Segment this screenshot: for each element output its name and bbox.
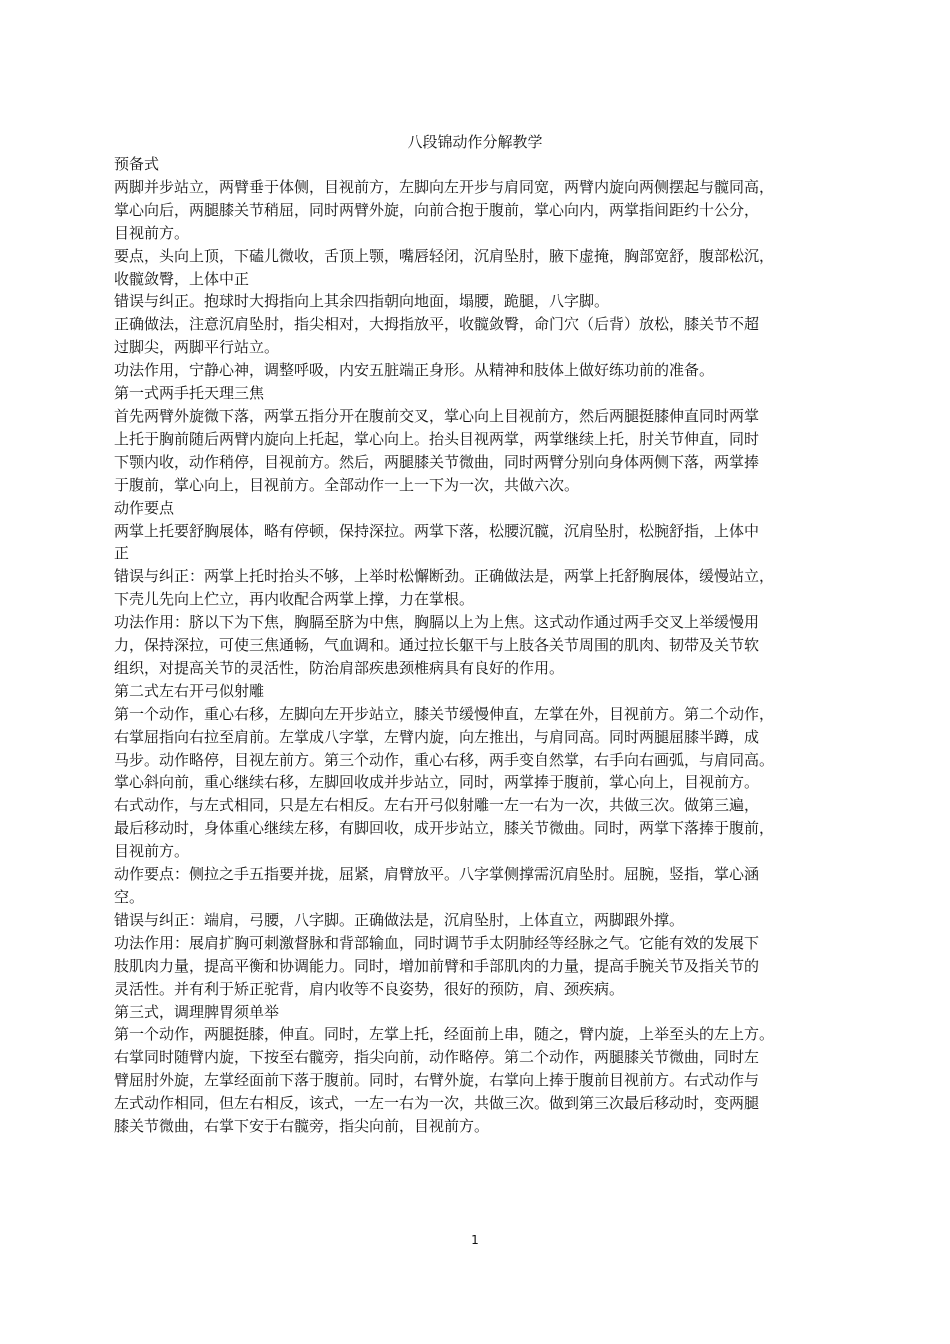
heading-form-1: 第一式两手托天理三焦 [114,384,265,403]
heading-key-points: 动作要点 [114,498,175,517]
heading-preparation: 预备式 [114,155,160,173]
document-title: 八段锦动作分解教学 [407,133,543,151]
paragraph: 首先两臂外旋微下落，两掌五指分开在腹前交叉，掌心向上目视前方，然后两腿挺膝伸直同时两掌 上托于胸前随后两臂内旋向上托起，掌心向上。抬头目视两掌，两掌继续上托，肘关节伸直，同时 下颚内收，动作稍停，目视前方。然后，两腿膝关节微曲，同时两臂分别向身体两侧下落，两掌捧 于腹前，掌心向上，目视前方。全部动作一上一下为一次，共做六次。 [114,406,760,494]
heading-form-3: 第三式，调理脾胃须单举 [114,1002,280,1021]
paragraph: 正确做法，注意沉肩坠肘，指尖相对，大拇指放平，收髋敛臀，命门穴（后背）放松，膝关节不超 过脚尖，两脚平行站立。 [114,315,760,357]
paragraph: 动作要点：侧拉之手五指要并拢，屈紧，肩臂放平。八字掌侧撑需沉肩坠肘。屈腕，竖指，掌心涵 空。 [114,865,760,906]
paragraph: 功法作用，宁静心神，调整呼吸，内安五脏端正身形。从精神和肢体上做好练功前的准备。 [114,361,715,380]
paragraph: 功法作用：脐以下为下焦，胸膈至脐为中焦，胸膈以上为上焦。这式动作通过两手交叉上举缓慢用 力，保持深拉，可使三焦通畅，气血调和。通过拉长躯干与上肢各关节周围的肌肉、韧带及关节软 组织，对提高关节的灵活性，防治肩部疾患颈椎病具有良好的作用。 [114,613,760,677]
paragraph: 功法作用：展肩扩胸可刺激督脉和背部输血，同时调节手太阴肺经等经脉之气。它能有效的发展下 肢肌肉力量，提高平衡和协调能力。同时，增加前臂和手部肌肉的力量，提高手腕关节及指关节的 灵活性。并有利于矫正驼背，肩内收等不良姿势，很好的预防，肩、颈疾病。 [114,933,760,998]
paragraph: 错误与纠正：两掌上托时抬头不够，上举时松懈断劲。正确做法是，两掌上托舒胸展体，缓慢站立， 下壳儿先向上伫立，再内收配合两掌上撑，力在掌根。 [114,567,775,609]
paragraph: 两脚并步站立，两臂垂于体侧，目视前方，左脚向左开步与肩同宽，两臂内旋向两侧摆起与髋同高， 掌心向后，两腿膝关节稍屈，同时两臂外旋，向前合抱于腹前，掌心向内，两掌指间距约十公分， 目视前方。 [114,177,775,242]
document-body [114,153,842,1138]
paragraph: 第一个动作，重心右移，左脚向左开步站立，膝关节缓慢伸直，左掌在外，目视前方。第二个动作， 右掌屈指向右拉至肩前。左掌成八字掌，左臂内旋，向左推出，与肩同高。同时两腿屈膝半蹲，成 马步。动作略停，目视左前方。第三个动作，重心右移，两手变自然掌，右手向右画弧，与肩同高。 掌心斜向前，重心继续右移，左脚回收成并步站立，同时，两掌捧于腹前，掌心向上，目视前方。 右式动作，与左式相同，只是左右相反。左右开弓似射雕一左一右为一次，共做三次。做第三遍， 最后移动时，身体重心继续左移，有脚回收，成开步站立，膝关节微曲。同时，两掌下落捧于腹前， 目视前方。 [114,704,775,861]
paragraph: 第一个动作，两腿挺膝，伸直。同时，左掌上托，经面前上串，随之，臂内旋，上举至头的左上方。 右掌同时随臂内旋，下按至右髋旁，指尖向前，动作略停。第二个动作，两腿膝关节微曲，同时左 臂屈肘外旋，左掌经面前下落于腹前。同时，右臂外旋，右掌向上捧于腹前目视前方。右式动作与 左式动作相同，但左右相反，该式，一左一右为一次，共做三次。做到第三次最后移动时，变两腿 膝关节微曲，右掌下安于右髋旁，指尖向前，目视前方。 [114,1025,775,1136]
paragraph: 两掌上托要舒胸展体，略有停顿，保持深拉。两掌下落，松腰沉髋，沉肩坠肘，松腕舒指，上体中 正 [114,521,760,563]
page-number: 1 [471,1233,479,1247]
heading-form-2: 第二式左右开弓似射雕 [114,681,265,700]
paragraph: 错误与纠正。抱球时大拇指向上其余四指朝向地面，塌腰，跪腿，八字脚。 [114,292,610,311]
paragraph: 错误与纠正：端肩，弓腰，八字脚。正确做法是，沉肩坠肘，上体直立，两脚跟外撑。 [114,910,685,929]
paragraph: 要点，头向上顶，下磕儿微收，舌顶上颚，嘴唇轻闭，沉肩坠肘，腋下虚掩，胸部宽舒，腹部松沉， 收髋敛臀，上体中正 [114,246,775,288]
